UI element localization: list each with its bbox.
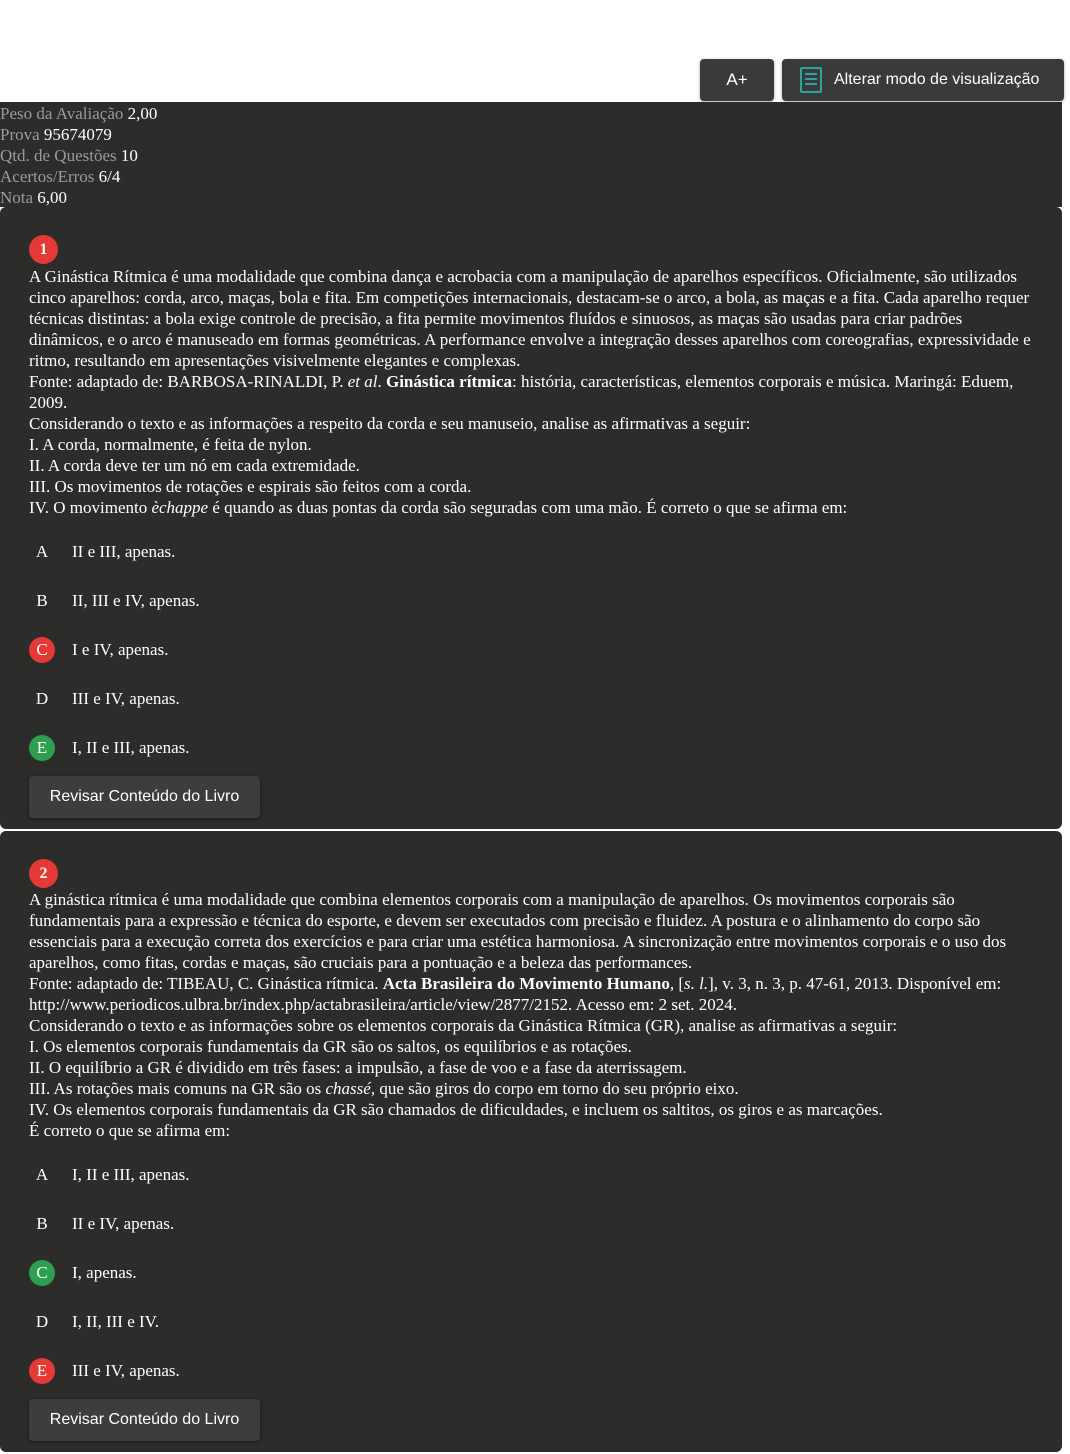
statement-2: II. O equilíbrio a GR é dividido em três fases: a impulsão, a fase de voo e a fase da aterrissagem. bbox=[29, 1058, 687, 1077]
statement-3: III. As rotações mais comuns na GR são os chassé, que são giros do corpo em torno do seu próprio eixo. bbox=[29, 1079, 739, 1098]
statement-3: III. Os movimentos de rotações e espirais são feitos com a corda. bbox=[29, 477, 472, 496]
option-letter: B bbox=[36, 590, 48, 610]
summary-row-exam: Prova 95674079 bbox=[0, 125, 112, 144]
option-letter-wrong: C bbox=[29, 637, 55, 663]
summary-row-grade: Nota 6,00 bbox=[0, 188, 68, 207]
question-card-2 bbox=[0, 831, 1062, 1452]
option-e[interactable] bbox=[29, 1346, 1034, 1395]
statement-4: IV. O movimento èchappe é quando as duas pontas da corda são seguradas com uma mão. É correto o que se afirma em: bbox=[29, 498, 848, 517]
option-text: III e IV, apenas. bbox=[72, 1360, 180, 1380]
option-text: II e IV, apenas. bbox=[72, 1213, 175, 1233]
question-paragraph: A Ginástica Rítmica é uma modalidade que combina dança e acrobacia com a manipulação de aparelhos específicos. Oficialmente, são utilizados cinco aparelhos: corda, arco, maças, bola e fita. Em competições internacionais, destacam-se o arco, a bola, as maças e a fita. Cada aparelho requer técnicas distintas: a bola exige controle de precisão, a fita permite movimentos fluídos e sinuosos, as maças são usadas para criar padrões dinâmicos, e o arco é manuseado em formas geométricas. A performance envolve a integração desses aparelhos com coreografias, expressividade e ritmo, resultando em apresentações visivelmente elegantes e complexas. bbox=[29, 267, 1031, 370]
exam-summary bbox=[0, 102, 1062, 207]
font-increase-button[interactable]: A+ bbox=[700, 59, 774, 101]
answer-options bbox=[29, 1150, 1034, 1395]
summary-row-question-count: Qtd. de Questões 10 bbox=[0, 146, 138, 165]
question-source: Fonte: adaptado de: TIBEAU, C. Ginástica rítmica. Acta Brasileira do Movimento Humano, [s. l.], v. 3, n. 3, p. 47-61, 2013. Disponível em: http://www.periodicos.ulbra.br/index.php/actabrasileira/article/view/2877/2152. Acesso em: 2 set. 2024. bbox=[29, 974, 1002, 1014]
question-prompt: Considerando o texto e as informações a respeito da corda e seu manuseio, analise as afirmativas a seguir: bbox=[29, 414, 751, 433]
option-letter-correct: E bbox=[29, 735, 55, 761]
question-text bbox=[29, 266, 1034, 518]
option-text: I e IV, apenas. bbox=[72, 639, 169, 659]
option-e[interactable] bbox=[29, 723, 1034, 772]
question-paragraph: A ginástica rítmica é uma modalidade que combina elementos corporais com a manipulação de aparelhos. Os movimentos corporais são fundamentais para a expressão e técnica do esporte, e devem ser executados com precisão e fluidez. A postura e o alinhamento do corpo são essenciais para a execução correta dos exercícios e para criar uma estética harmoniosa. A sincronização entre movimentos corporais e o uso dos aparelhos, como fitas, cordas e maças, são cruciais para a pontuação e a beleza das performances. bbox=[29, 890, 1007, 972]
option-b[interactable] bbox=[29, 1199, 1034, 1248]
question-card-1 bbox=[0, 207, 1062, 829]
summary-row-hits-misses: Acertos/Erros 6/4 bbox=[0, 167, 121, 186]
option-d[interactable] bbox=[29, 1297, 1034, 1346]
option-letter-correct: C bbox=[29, 1260, 55, 1286]
statement-2: II. A corda deve ter um nó em cada extremidade. bbox=[29, 456, 360, 475]
question-text bbox=[29, 889, 1034, 1141]
option-c[interactable] bbox=[29, 1248, 1034, 1297]
summary-row-weight: Peso da Avaliação 2,00 bbox=[0, 104, 158, 123]
statement-1: I. Os elementos corporais fundamentais da GR são os saltos, os equilíbrios e as rotações. bbox=[29, 1037, 632, 1056]
toolbar bbox=[700, 59, 1064, 101]
statement-1: I. A corda, normalmente, é feita de nylon. bbox=[29, 435, 312, 454]
statement-4: IV. Os elementos corporais fundamentais da GR são chamados de dificuldades, e incluem os saltitos, os giros e as marcações. bbox=[29, 1100, 883, 1119]
review-book-content-button[interactable]: Revisar Conteúdo do Livro bbox=[29, 776, 260, 818]
change-view-mode-label: Alterar modo de visualização bbox=[834, 71, 1040, 88]
review-book-content-button[interactable]: Revisar Conteúdo do Livro bbox=[29, 1399, 260, 1441]
option-text: I, II e III, apenas. bbox=[72, 737, 190, 757]
change-view-mode-button[interactable] bbox=[782, 59, 1064, 101]
document-view-icon bbox=[800, 67, 822, 93]
option-text: II e III, apenas. bbox=[72, 541, 176, 561]
option-letter: A bbox=[35, 541, 49, 561]
question-number-badge: 2 bbox=[29, 859, 58, 888]
option-text: III e IV, apenas. bbox=[72, 688, 180, 708]
option-letter-wrong: E bbox=[29, 1358, 55, 1384]
option-b[interactable] bbox=[29, 576, 1034, 625]
option-text: I, II, III e IV. bbox=[72, 1311, 160, 1331]
option-text: I, II e III, apenas. bbox=[72, 1164, 190, 1184]
option-letter: D bbox=[35, 688, 49, 708]
option-a[interactable] bbox=[29, 1150, 1034, 1199]
option-d[interactable] bbox=[29, 674, 1034, 723]
option-text: II, III e IV, apenas. bbox=[72, 590, 200, 610]
option-letter: B bbox=[36, 1213, 48, 1233]
option-letter: D bbox=[35, 1311, 49, 1331]
question-source: Fonte: adaptado de: BARBOSA-RINALDI, P. et al. Ginástica rítmica: história, características, elementos corporais e música. Maringá: Eduem, 2009. bbox=[29, 372, 1014, 412]
option-c[interactable] bbox=[29, 625, 1034, 674]
option-text: I, apenas. bbox=[72, 1262, 137, 1282]
question-closing: É correto o que se afirma em: bbox=[29, 1121, 231, 1140]
answer-options bbox=[29, 527, 1034, 772]
option-letter: A bbox=[35, 1164, 49, 1184]
question-number-badge: 1 bbox=[29, 235, 58, 264]
question-prompt: Considerando o texto e as informações sobre os elementos corporais da Ginástica Rítmica (GR), analise as afirmativas a seguir: bbox=[29, 1016, 898, 1035]
option-a[interactable] bbox=[29, 527, 1034, 576]
